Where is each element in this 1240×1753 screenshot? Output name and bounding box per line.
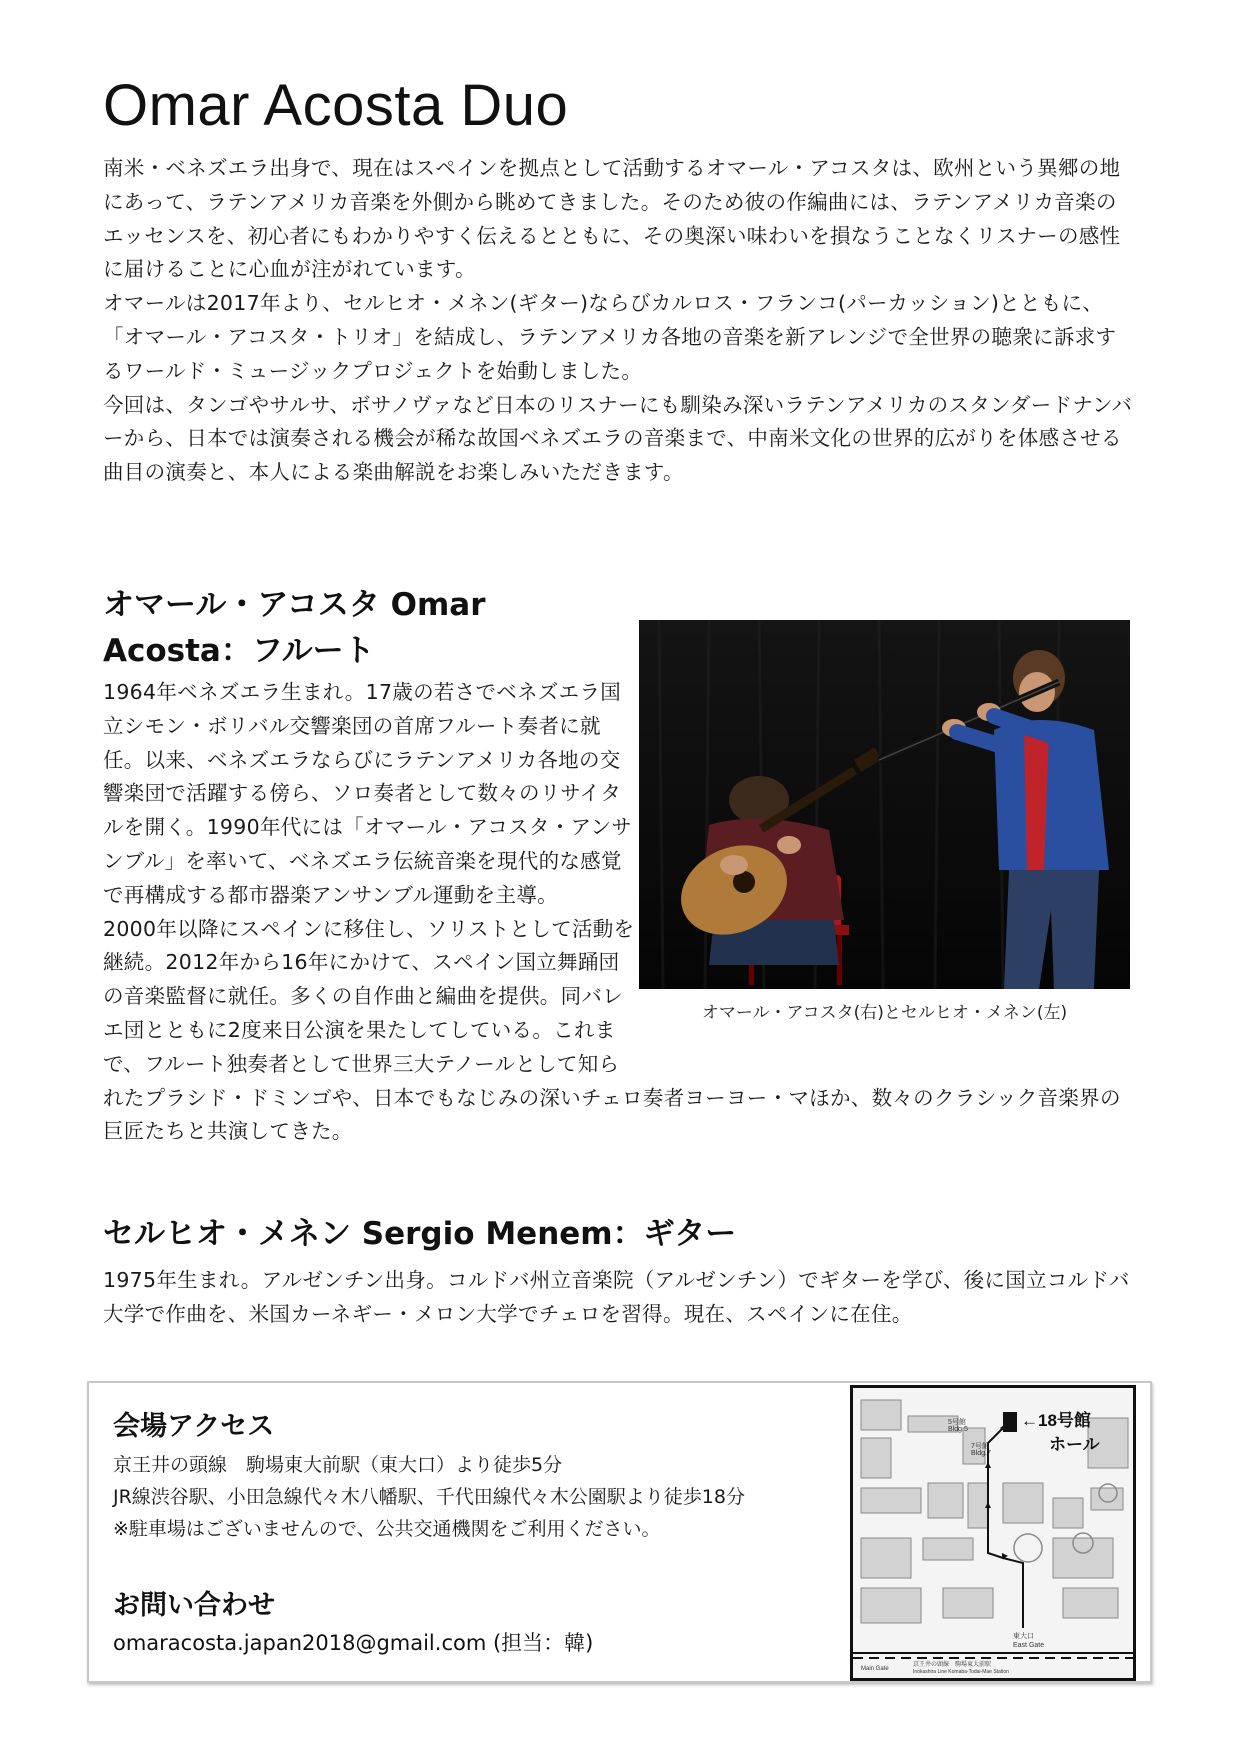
- intro-text: [103, 152, 1133, 490]
- access-directions: [113, 1449, 833, 1545]
- photo-caption: オマール・アコスタ(右)とセルヒオ・メネン(左): [701, 1003, 1068, 1023]
- access-line-keio: 京王井の頭線 駒場東大前駅（東大口）より徒歩5分: [113, 1454, 563, 1476]
- omar-heading: オマール・アコスタ Omar Acosta：フルート: [103, 587, 486, 669]
- duo-photo: [639, 620, 1130, 989]
- map-label-hall: ホール: [1049, 1435, 1100, 1454]
- page-title: Omar Acosta Duo: [103, 73, 569, 138]
- intro-paragraph-1: 南米・ベネズエラ出身で、現在はスペインを拠点として活動するオマール・アコスタは、欧州という異郷の地にあって、ラテンアメリカ音楽を外側から眺めてきました。そのため彼の作編曲には、ラテンアメリカ音楽のエッセンスを、初心者にもわかりやすく伝えるとともに、その奥深い味わいを損なうことなくリスナーの感性に届けることに心血が注がれています。: [103, 156, 1121, 282]
- omar-bio-paragraph-1: 1964年ベネズエラ生まれ。17歳の若さでベネズエラ国立シモン・ボリバル交響楽団の首席フルート奏者に就任。以来、ベネズエラならびにラテンアメリカ各地の交響楽団で活躍する傍ら、ソロ奏者として数々のリサイタルを開く。1990年代には「オマール・アコスタ・アンサンブル」を率いて、ベネズエラ伝統音楽を現代的な感覚で再構成する都市器楽アンサンブル運動を主導。: [103, 680, 633, 907]
- contact-title: お問い合わせ: [113, 1590, 275, 1621]
- sergio-heading: セルヒオ・メネン Sergio Menem：ギター: [103, 1216, 737, 1252]
- intro-paragraph-3: 今回は、タンゴやサルサ、ボサノヴァなど日本のリスナーにも馴染み深いラテンアメリカのスタンダードナンバーから、日本では演奏される機会が稀な故国ベネズエラの音楽まで、中南米文化の世界的広がりを体感させる曲目の演奏と、本人による楽曲解説をお楽しみいただきます。: [103, 392, 1133, 485]
- map-label-bldg5-en: Bldg.5: [948, 1426, 968, 1433]
- sergio-bio: [103, 1264, 1133, 1332]
- map-label-bldg5: 5号館: [948, 1419, 966, 1426]
- map-label-station-jp: 京王井の頭線 駒場東大前駅: [913, 1662, 992, 1668]
- map-label-east-gate-jp: 東大口: [1013, 1633, 1034, 1640]
- map-label-station-en: Inokashira Line Komaba-Todai-Mae Station: [913, 1669, 1009, 1675]
- campus-map-drawing: [853, 1388, 1133, 1678]
- access-line-parking: ※駐車場はございませんので、公共交通機関をご利用ください。: [113, 1518, 661, 1540]
- omar-bio-paragraph-2: 2000年以降にスペインに移住し、ソリストとして活動を継続。2012年から16年にかけて、スペイン国立舞踊団の音楽監督に就任。多くの自作曲と編曲を提供。同バレエ団とともに2度来日公演を果たしてしている。これまで、フルート独奏者として世界三大テノールとして知られたプラシド・ドミンゴや、日本でもなじみの深いチェロ奏者ヨーヨー・マほか、数々のクラシック音楽界の巨匠たちと共演してきた。: [103, 916, 1121, 1144]
- contact-email[interactable]: omaracosta.japan2018@gmail.com (担当：韓): [113, 1631, 594, 1655]
- map-label-bldg7-en: Bldg.7: [971, 1450, 991, 1457]
- map-label-main-gate: Main Gate: [861, 1666, 889, 1672]
- intro-paragraph-2: オマールは2017年より、セルヒオ・メネン(ギター)ならびカルロス・フランコ(パーカッション)とともに、「オマール・アコスタ・トリオ」を結成し、ラテンアメリカ各地の音楽を新アレンジで全世界の聴衆に訴求するワールド・ミュージックプロジェクトを始動しました。: [103, 291, 1117, 383]
- sergio-bio-paragraph: 1975年生まれ。アルゼンチン出身。コルドバ州立音楽院（アルゼンチン）でギターを学び、後に国立コルドバ大学で作曲を、米国カーネギー・メロン大学でチェロを習得。現在、スペインに在住。: [103, 1268, 1130, 1326]
- access-line-jr: JR線渋谷駅、小田急線代々木八幡駅、千代田線代々木公園駅より徒歩18分: [113, 1486, 745, 1508]
- duo-photo-illustration: [639, 620, 1130, 989]
- campus-map: [850, 1385, 1136, 1681]
- map-label-bldg7: 7号館: [971, 1443, 989, 1450]
- access-title: 会場アクセス: [113, 1411, 275, 1442]
- map-label-building: ←18号館: [1021, 1411, 1091, 1430]
- map-label-east-gate: East Gate: [1013, 1642, 1045, 1649]
